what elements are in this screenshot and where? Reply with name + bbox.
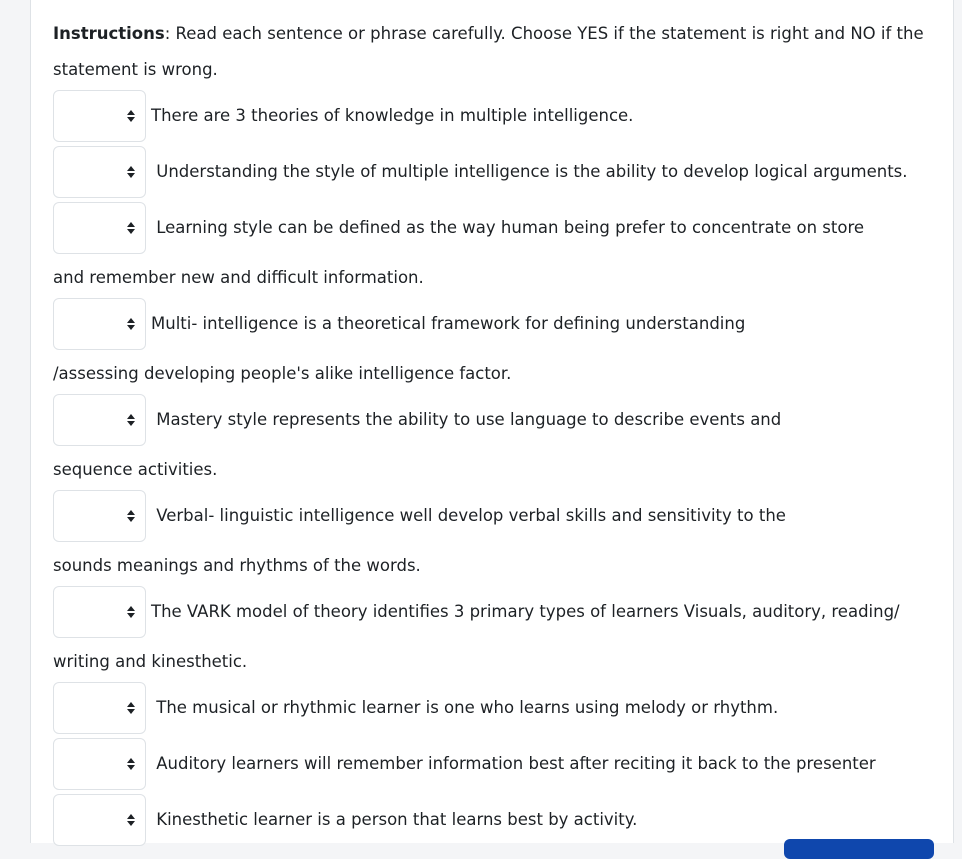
question-row xyxy=(53,88,933,144)
question-row xyxy=(53,144,933,200)
answer-select[interactable] xyxy=(53,738,146,790)
question-text: Understanding the style of multiple intelligence is the ability to develop logical arguments. xyxy=(151,162,908,181)
select-arrows-icon xyxy=(127,702,135,714)
select-arrows-icon xyxy=(127,110,135,122)
submit-button[interactable] xyxy=(784,839,934,859)
question-list xyxy=(53,88,933,848)
question-text: The VARK model of theory identifies 3 primary types of learners Visuals, auditory, reading/ xyxy=(151,602,900,621)
question-row xyxy=(53,296,933,392)
question-text: Verbal- linguistic intelligence well develop verbal skills and sensitivity to the xyxy=(151,506,786,525)
question-row xyxy=(53,392,933,488)
question-text: The musical or rhythmic learner is one who learns using melody or rhythm. xyxy=(151,698,779,717)
answer-select[interactable] xyxy=(53,394,146,446)
question-text-continued: and remember new and difficult information. xyxy=(53,268,424,287)
question-text: Multi- intelligence is a theoretical framework for defining understanding xyxy=(151,314,746,333)
select-arrows-icon xyxy=(127,318,135,330)
instructions-text: : Read each sentence or phrase carefully. Choose YES if the statement is right and NO if the statement is wrong. xyxy=(53,24,924,79)
answer-select[interactable] xyxy=(53,298,146,350)
select-arrows-icon xyxy=(127,166,135,178)
question-text-continued: sounds meanings and rhythms of the words. xyxy=(53,556,421,575)
question-text: Learning style can be defined as the way human being prefer to concentrate on store xyxy=(151,218,865,237)
question-text: There are 3 theories of knowledge in multiple intelligence. xyxy=(151,106,634,125)
select-arrows-icon xyxy=(127,814,135,826)
select-arrows-icon xyxy=(127,510,135,522)
answer-select[interactable] xyxy=(53,90,146,142)
question-text: Auditory learners will remember information best after reciting it back to the presenter xyxy=(151,754,876,773)
answer-select[interactable] xyxy=(53,586,146,638)
answer-select[interactable] xyxy=(53,490,146,542)
instructions-label: Instructions xyxy=(53,24,165,43)
answer-select[interactable] xyxy=(53,202,146,254)
question-text: Kinesthetic learner is a person that learns best by activity. xyxy=(151,810,638,829)
question-row xyxy=(53,680,933,736)
question-row xyxy=(53,200,933,296)
question-row xyxy=(53,488,933,584)
question-content xyxy=(53,16,933,848)
question-row xyxy=(53,584,933,680)
question-text: Mastery style represents the ability to use language to describe events and xyxy=(151,410,782,429)
answer-select[interactable] xyxy=(53,794,146,846)
select-arrows-icon xyxy=(127,758,135,770)
select-arrows-icon xyxy=(127,222,135,234)
instructions xyxy=(53,16,933,88)
answer-select[interactable] xyxy=(53,146,146,198)
question-panel xyxy=(30,0,954,843)
question-text-continued: writing and kinesthetic. xyxy=(53,652,248,671)
select-arrows-icon xyxy=(127,414,135,426)
question-row xyxy=(53,736,933,792)
select-arrows-icon xyxy=(127,606,135,618)
answer-select[interactable] xyxy=(53,682,146,734)
question-text-continued: sequence activities. xyxy=(53,460,218,479)
question-text-continued: /assessing developing people's alike intelligence factor. xyxy=(53,364,512,383)
